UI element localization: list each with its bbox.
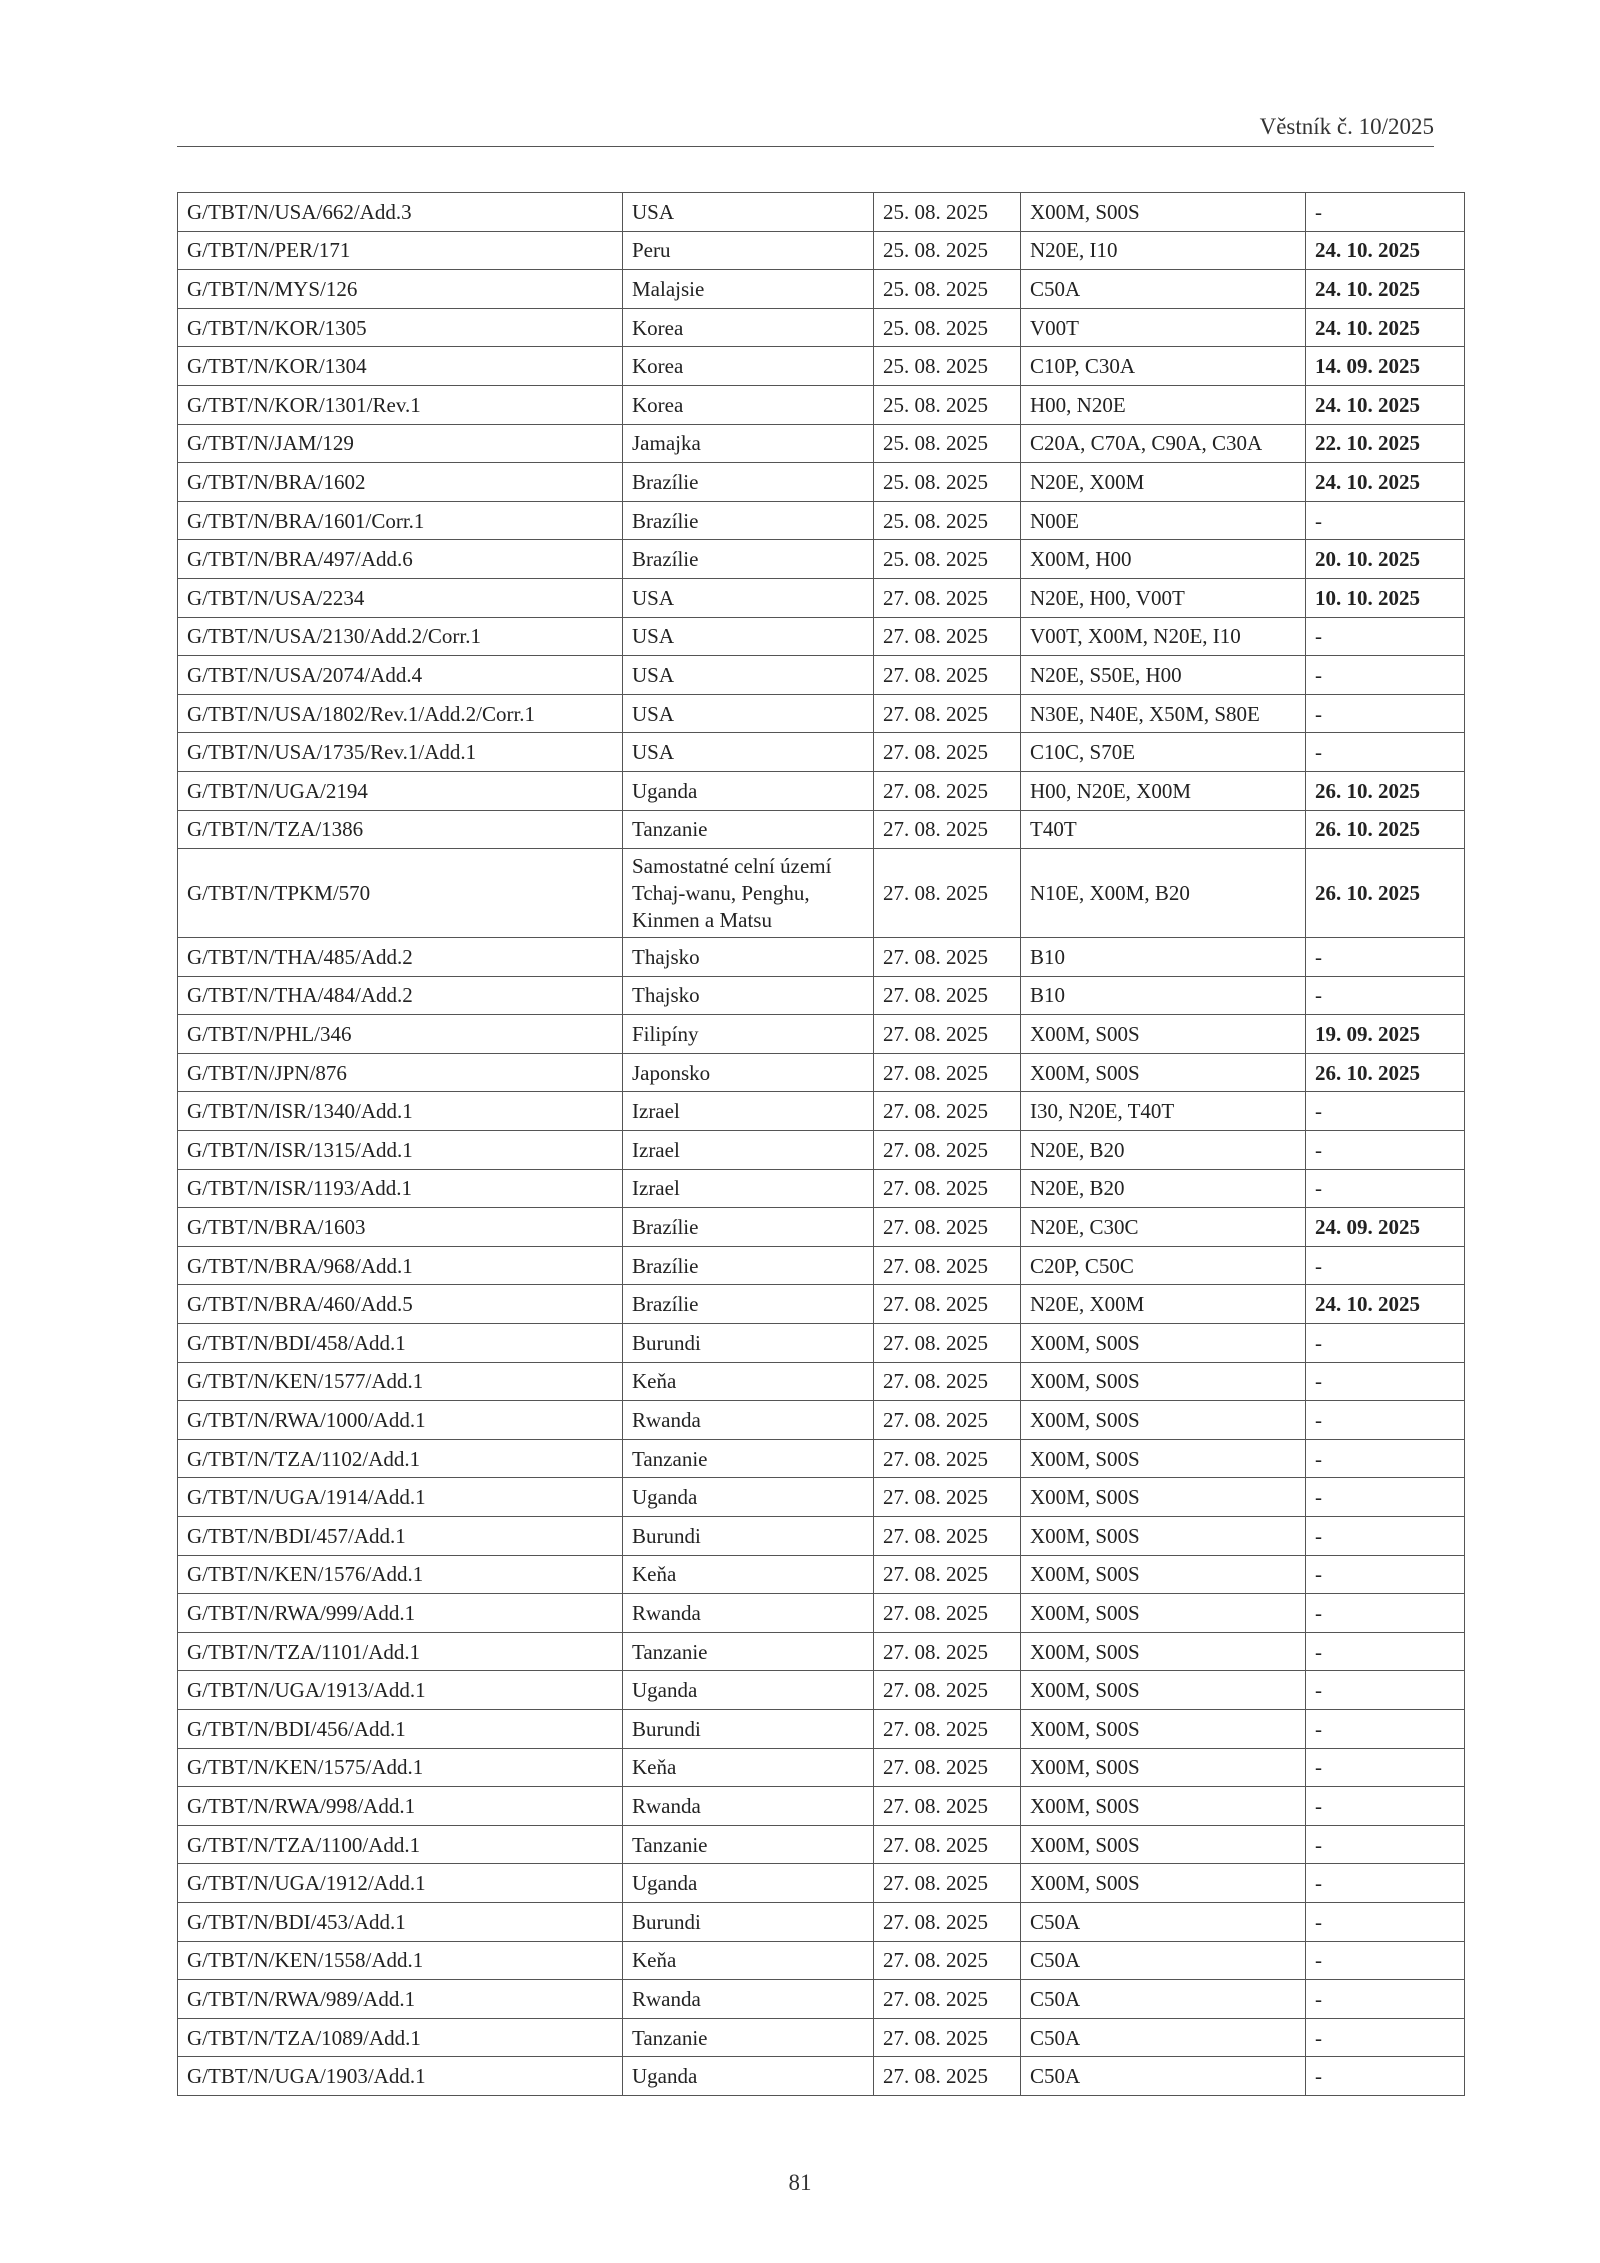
cell-deadline: 24. 10. 2025	[1306, 1285, 1465, 1324]
cell-symbol: G/TBT/N/UGA/1903/Add.1	[178, 2057, 623, 2096]
table-row	[178, 617, 1465, 656]
cell-member: USA	[623, 193, 874, 232]
cell-codes: X00M, S00S	[1021, 1555, 1306, 1594]
table-row	[178, 1787, 1465, 1826]
journal-title: Věstník č. 10/2025	[1259, 114, 1434, 139]
cell-codes: X00M, S00S	[1021, 1362, 1306, 1401]
cell-member: Uganda	[623, 771, 874, 810]
cell-codes: N20E, X00M	[1021, 463, 1306, 502]
cell-codes: C50A	[1021, 270, 1306, 309]
cell-symbol: G/TBT/N/RWA/1000/Add.1	[178, 1401, 623, 1440]
table-row	[178, 2057, 1465, 2096]
cell-symbol: G/TBT/N/RWA/998/Add.1	[178, 1787, 623, 1826]
cell-symbol: G/TBT/N/UGA/2194	[178, 771, 623, 810]
cell-date: 27. 08. 2025	[874, 771, 1021, 810]
cell-symbol: G/TBT/N/UGA/1914/Add.1	[178, 1478, 623, 1517]
table-row	[178, 1401, 1465, 1440]
cell-member: Thajsko	[623, 976, 874, 1015]
table-row	[178, 540, 1465, 579]
cell-deadline: -	[1306, 1092, 1465, 1131]
cell-member: Uganda	[623, 2057, 874, 2096]
table-row	[178, 1980, 1465, 2019]
cell-date: 27. 08. 2025	[874, 1902, 1021, 1941]
table-row	[178, 501, 1465, 540]
cell-deadline: -	[1306, 733, 1465, 772]
cell-deadline: -	[1306, 1864, 1465, 1903]
cell-date: 27. 08. 2025	[874, 1517, 1021, 1556]
cell-deadline: 24. 09. 2025	[1306, 1208, 1465, 1247]
cell-member: Uganda	[623, 1478, 874, 1517]
cell-member: USA	[623, 578, 874, 617]
cell-deadline: 24. 10. 2025	[1306, 231, 1465, 270]
cell-codes: N20E, I10	[1021, 231, 1306, 270]
cell-symbol: G/TBT/N/PER/171	[178, 231, 623, 270]
cell-codes: C20P, C50C	[1021, 1246, 1306, 1285]
cell-codes: N20E, H00, V00T	[1021, 578, 1306, 617]
cell-date: 27. 08. 2025	[874, 656, 1021, 695]
cell-member: Tanzanie	[623, 1632, 874, 1671]
cell-deadline: -	[1306, 1478, 1465, 1517]
cell-date: 27. 08. 2025	[874, 1941, 1021, 1980]
cell-deadline: 26. 10. 2025	[1306, 1053, 1465, 1092]
cell-symbol: G/TBT/N/BRA/1603	[178, 1208, 623, 1247]
cell-date: 27. 08. 2025	[874, 733, 1021, 772]
cell-symbol: G/TBT/N/USA/1802/Rev.1/Add.2/Corr.1	[178, 694, 623, 733]
cell-member: Brazílie	[623, 1285, 874, 1324]
cell-codes: X00M, S00S	[1021, 1671, 1306, 1710]
table-row	[178, 231, 1465, 270]
cell-member: Brazílie	[623, 540, 874, 579]
cell-deadline: -	[1306, 501, 1465, 540]
table-row	[178, 1941, 1465, 1980]
cell-codes: X00M, S00S	[1021, 1053, 1306, 1092]
cell-deadline: -	[1306, 976, 1465, 1015]
cell-date: 25. 08. 2025	[874, 347, 1021, 386]
cell-codes: X00M, S00S	[1021, 1709, 1306, 1748]
cell-symbol: G/TBT/N/USA/1735/Rev.1/Add.1	[178, 733, 623, 772]
cell-member: Burundi	[623, 1902, 874, 1941]
page-number: 81	[788, 2170, 812, 2195]
cell-deadline: -	[1306, 1671, 1465, 1710]
cell-date: 27. 08. 2025	[874, 1208, 1021, 1247]
cell-member: Japonsko	[623, 1053, 874, 1092]
table-row	[178, 1324, 1465, 1363]
cell-deadline: 24. 10. 2025	[1306, 385, 1465, 424]
cell-date: 27. 08. 2025	[874, 694, 1021, 733]
cell-deadline: -	[1306, 656, 1465, 695]
cell-symbol: G/TBT/N/THA/485/Add.2	[178, 938, 623, 977]
cell-date: 27. 08. 2025	[874, 2057, 1021, 2096]
cell-date: 27. 08. 2025	[874, 1015, 1021, 1054]
table-row	[178, 1902, 1465, 1941]
cell-codes: V00T	[1021, 308, 1306, 347]
table-row	[178, 385, 1465, 424]
table-row	[178, 938, 1465, 977]
cell-deadline: -	[1306, 1632, 1465, 1671]
cell-member: Izrael	[623, 1169, 874, 1208]
cell-member: USA	[623, 694, 874, 733]
cell-deadline: 14. 09. 2025	[1306, 347, 1465, 386]
cell-symbol: G/TBT/N/BRA/460/Add.5	[178, 1285, 623, 1324]
table-row	[178, 1439, 1465, 1478]
cell-member: Burundi	[623, 1324, 874, 1363]
cell-deadline: 24. 10. 2025	[1306, 270, 1465, 309]
cell-codes: X00M, S00S	[1021, 193, 1306, 232]
cell-member: Korea	[623, 347, 874, 386]
cell-codes: X00M, S00S	[1021, 1401, 1306, 1440]
cell-symbol: G/TBT/N/UGA/1913/Add.1	[178, 1671, 623, 1710]
cell-date: 27. 08. 2025	[874, 1053, 1021, 1092]
cell-symbol: G/TBT/N/JPN/876	[178, 1053, 623, 1092]
cell-symbol: G/TBT/N/ISR/1340/Add.1	[178, 1092, 623, 1131]
cell-symbol: G/TBT/N/KEN/1577/Add.1	[178, 1362, 623, 1401]
cell-date: 27. 08. 2025	[874, 1594, 1021, 1633]
cell-codes: N00E	[1021, 501, 1306, 540]
table-row	[178, 771, 1465, 810]
cell-deadline: -	[1306, 2018, 1465, 2057]
cell-date: 27. 08. 2025	[874, 1748, 1021, 1787]
cell-symbol: G/TBT/N/UGA/1912/Add.1	[178, 1864, 623, 1903]
cell-deadline: -	[1306, 938, 1465, 977]
cell-symbol: G/TBT/N/ISR/1315/Add.1	[178, 1131, 623, 1170]
cell-member: Tanzanie	[623, 1825, 874, 1864]
cell-codes: T40T	[1021, 810, 1306, 849]
cell-codes: B10	[1021, 938, 1306, 977]
cell-symbol: G/TBT/N/TPKM/570	[178, 849, 623, 938]
table-row	[178, 1285, 1465, 1324]
cell-date: 27. 08. 2025	[874, 1439, 1021, 1478]
cell-date: 27. 08. 2025	[874, 617, 1021, 656]
cell-deadline: -	[1306, 1169, 1465, 1208]
cell-date: 25. 08. 2025	[874, 193, 1021, 232]
cell-codes: C20A, C70A, C90A, C30A	[1021, 424, 1306, 463]
cell-symbol: G/TBT/N/BDI/458/Add.1	[178, 1324, 623, 1363]
cell-deadline: 24. 10. 2025	[1306, 463, 1465, 502]
cell-member: Brazílie	[623, 501, 874, 540]
table-row	[178, 1092, 1465, 1131]
cell-symbol: G/TBT/N/KEN/1575/Add.1	[178, 1748, 623, 1787]
cell-codes: I30, N20E, T40T	[1021, 1092, 1306, 1131]
cell-symbol: G/TBT/N/USA/2130/Add.2/Corr.1	[178, 617, 623, 656]
cell-codes: X00M, S00S	[1021, 1787, 1306, 1826]
cell-symbol: G/TBT/N/THA/484/Add.2	[178, 976, 623, 1015]
cell-member: Izrael	[623, 1131, 874, 1170]
cell-codes: N20E, X00M	[1021, 1285, 1306, 1324]
table-row	[178, 1131, 1465, 1170]
cell-codes: C50A	[1021, 1902, 1306, 1941]
cell-member: Tanzanie	[623, 2018, 874, 2057]
cell-codes: H00, N20E, X00M	[1021, 771, 1306, 810]
cell-codes: X00M, S00S	[1021, 1825, 1306, 1864]
cell-member: Korea	[623, 385, 874, 424]
cell-date: 25. 08. 2025	[874, 424, 1021, 463]
cell-date: 27. 08. 2025	[874, 1169, 1021, 1208]
cell-member: Tanzanie	[623, 810, 874, 849]
cell-symbol: G/TBT/N/KEN/1576/Add.1	[178, 1555, 623, 1594]
cell-date: 27. 08. 2025	[874, 1401, 1021, 1440]
cell-symbol: G/TBT/N/BDI/457/Add.1	[178, 1517, 623, 1556]
cell-codes: C50A	[1021, 1941, 1306, 1980]
cell-symbol: G/TBT/N/RWA/999/Add.1	[178, 1594, 623, 1633]
cell-date: 27. 08. 2025	[874, 1478, 1021, 1517]
table-row	[178, 1748, 1465, 1787]
cell-codes: N20E, B20	[1021, 1131, 1306, 1170]
table-row	[178, 347, 1465, 386]
table-row	[178, 1246, 1465, 1285]
cell-date: 27. 08. 2025	[874, 1632, 1021, 1671]
cell-member: Uganda	[623, 1671, 874, 1710]
cell-deadline: 26. 10. 2025	[1306, 810, 1465, 849]
cell-deadline: -	[1306, 1980, 1465, 2019]
cell-date: 27. 08. 2025	[874, 1864, 1021, 1903]
table-row	[178, 1208, 1465, 1247]
cell-symbol: G/TBT/N/USA/2074/Add.4	[178, 656, 623, 695]
cell-codes: N20E, B20	[1021, 1169, 1306, 1208]
cell-member: Korea	[623, 308, 874, 347]
table-row	[178, 463, 1465, 502]
cell-deadline: 20. 10. 2025	[1306, 540, 1465, 579]
cell-symbol: G/TBT/N/MYS/126	[178, 270, 623, 309]
cell-date: 25. 08. 2025	[874, 540, 1021, 579]
cell-date: 27. 08. 2025	[874, 849, 1021, 938]
cell-date: 27. 08. 2025	[874, 938, 1021, 977]
cell-codes: B10	[1021, 976, 1306, 1015]
table-row	[178, 733, 1465, 772]
cell-codes: X00M, S00S	[1021, 1864, 1306, 1903]
cell-symbol: G/TBT/N/PHL/346	[178, 1015, 623, 1054]
cell-deadline: 22. 10. 2025	[1306, 424, 1465, 463]
cell-symbol: G/TBT/N/TZA/1100/Add.1	[178, 1825, 623, 1864]
table-row	[178, 849, 1465, 938]
cell-member: Brazílie	[623, 1246, 874, 1285]
cell-date: 27. 08. 2025	[874, 976, 1021, 1015]
cell-member: Rwanda	[623, 1594, 874, 1633]
table-row	[178, 1632, 1465, 1671]
cell-member: Izrael	[623, 1092, 874, 1131]
cell-symbol: G/TBT/N/TZA/1386	[178, 810, 623, 849]
cell-member: Rwanda	[623, 1401, 874, 1440]
cell-date: 25. 08. 2025	[874, 385, 1021, 424]
cell-member: Keňa	[623, 1941, 874, 1980]
table-row	[178, 424, 1465, 463]
table-row	[178, 1594, 1465, 1633]
table-row	[178, 1555, 1465, 1594]
cell-date: 27. 08. 2025	[874, 1131, 1021, 1170]
cell-date: 27. 08. 2025	[874, 1671, 1021, 1710]
cell-member: Malajsie	[623, 270, 874, 309]
cell-member: Filipíny	[623, 1015, 874, 1054]
cell-codes: X00M, S00S	[1021, 1632, 1306, 1671]
cell-date: 27. 08. 2025	[874, 810, 1021, 849]
cell-member: Thajsko	[623, 938, 874, 977]
table-row	[178, 1709, 1465, 1748]
cell-date: 27. 08. 2025	[874, 1787, 1021, 1826]
table-row	[178, 810, 1465, 849]
cell-date: 27. 08. 2025	[874, 1324, 1021, 1363]
cell-symbol: G/TBT/N/BRA/1602	[178, 463, 623, 502]
table-body	[178, 193, 1465, 2096]
cell-deadline: -	[1306, 2057, 1465, 2096]
table-row	[178, 1169, 1465, 1208]
cell-deadline: 19. 09. 2025	[1306, 1015, 1465, 1054]
cell-member: Rwanda	[623, 1980, 874, 2019]
cell-symbol: G/TBT/N/KOR/1305	[178, 308, 623, 347]
cell-member: USA	[623, 733, 874, 772]
cell-member: Keňa	[623, 1362, 874, 1401]
table-row	[178, 1864, 1465, 1903]
cell-codes: N30E, N40E, X50M, S80E	[1021, 694, 1306, 733]
table-row	[178, 1517, 1465, 1556]
cell-date: 27. 08. 2025	[874, 1555, 1021, 1594]
cell-codes: X00M, S00S	[1021, 1439, 1306, 1478]
table-row	[178, 1015, 1465, 1054]
cell-codes: N20E, S50E, H00	[1021, 656, 1306, 695]
cell-deadline: -	[1306, 1709, 1465, 1748]
cell-deadline: -	[1306, 1787, 1465, 1826]
table-row	[178, 308, 1465, 347]
cell-deadline: -	[1306, 1246, 1465, 1285]
cell-date: 27. 08. 2025	[874, 578, 1021, 617]
cell-deadline: -	[1306, 1594, 1465, 1633]
cell-codes: V00T, X00M, N20E, I10	[1021, 617, 1306, 656]
table-row	[178, 1825, 1465, 1864]
cell-codes: N20E, C30C	[1021, 1208, 1306, 1247]
table-row	[178, 694, 1465, 733]
cell-deadline: -	[1306, 617, 1465, 656]
table-row	[178, 1053, 1465, 1092]
cell-deadline: -	[1306, 1401, 1465, 1440]
cell-date: 27. 08. 2025	[874, 2018, 1021, 2057]
cell-codes: C10P, C30A	[1021, 347, 1306, 386]
cell-deadline: 10. 10. 2025	[1306, 578, 1465, 617]
cell-symbol: G/TBT/N/BRA/968/Add.1	[178, 1246, 623, 1285]
cell-date: 27. 08. 2025	[874, 1709, 1021, 1748]
table-row	[178, 270, 1465, 309]
table-row	[178, 1478, 1465, 1517]
cell-codes: X00M, S00S	[1021, 1015, 1306, 1054]
cell-symbol: G/TBT/N/BRA/497/Add.6	[178, 540, 623, 579]
cell-codes: C10C, S70E	[1021, 733, 1306, 772]
cell-member: USA	[623, 617, 874, 656]
cell-date: 27. 08. 2025	[874, 1285, 1021, 1324]
cell-symbol: G/TBT/N/TZA/1089/Add.1	[178, 2018, 623, 2057]
cell-deadline: -	[1306, 1131, 1465, 1170]
cell-date: 25. 08. 2025	[874, 270, 1021, 309]
cell-deadline: -	[1306, 1555, 1465, 1594]
cell-member: USA	[623, 656, 874, 695]
cell-codes: C50A	[1021, 2018, 1306, 2057]
cell-member: Jamajka	[623, 424, 874, 463]
cell-member: Samostatné celní území Tchaj-wanu, Penghu, Kinmen a Matsu	[623, 849, 874, 938]
cell-codes: X00M, S00S	[1021, 1517, 1306, 1556]
cell-deadline: -	[1306, 193, 1465, 232]
cell-member: Brazílie	[623, 463, 874, 502]
cell-member: Uganda	[623, 1864, 874, 1903]
cell-date: 27. 08. 2025	[874, 1362, 1021, 1401]
table-row	[178, 1362, 1465, 1401]
cell-codes: C50A	[1021, 1980, 1306, 2019]
cell-deadline: -	[1306, 1902, 1465, 1941]
cell-deadline: -	[1306, 1825, 1465, 1864]
table-row	[178, 578, 1465, 617]
table-row	[178, 1671, 1465, 1710]
cell-date: 27. 08. 2025	[874, 1980, 1021, 2019]
cell-deadline: -	[1306, 1324, 1465, 1363]
cell-codes: H00, N20E	[1021, 385, 1306, 424]
cell-codes: C50A	[1021, 2057, 1306, 2096]
notification-table	[177, 192, 1465, 2096]
cell-symbol: G/TBT/N/BDI/453/Add.1	[178, 1902, 623, 1941]
cell-member: Rwanda	[623, 1787, 874, 1826]
cell-symbol: G/TBT/N/TZA/1102/Add.1	[178, 1439, 623, 1478]
cell-date: 25. 08. 2025	[874, 231, 1021, 270]
cell-date: 25. 08. 2025	[874, 501, 1021, 540]
cell-member: Burundi	[623, 1709, 874, 1748]
cell-deadline: -	[1306, 1362, 1465, 1401]
table-row	[178, 656, 1465, 695]
cell-date: 25. 08. 2025	[874, 308, 1021, 347]
cell-symbol: G/TBT/N/BDI/456/Add.1	[178, 1709, 623, 1748]
cell-deadline: -	[1306, 1748, 1465, 1787]
cell-symbol: G/TBT/N/ISR/1193/Add.1	[178, 1169, 623, 1208]
cell-symbol: G/TBT/N/USA/2234	[178, 578, 623, 617]
cell-date: 27. 08. 2025	[874, 1092, 1021, 1131]
cell-codes: X00M, S00S	[1021, 1478, 1306, 1517]
cell-member: Keňa	[623, 1748, 874, 1787]
cell-deadline: -	[1306, 694, 1465, 733]
cell-codes: X00M, S00S	[1021, 1748, 1306, 1787]
table-row	[178, 193, 1465, 232]
table-row	[178, 2018, 1465, 2057]
cell-deadline: 24. 10. 2025	[1306, 308, 1465, 347]
cell-codes: X00M, S00S	[1021, 1324, 1306, 1363]
cell-date: 25. 08. 2025	[874, 463, 1021, 502]
cell-codes: X00M, S00S	[1021, 1594, 1306, 1633]
cell-symbol: G/TBT/N/KOR/1301/Rev.1	[178, 385, 623, 424]
cell-symbol: G/TBT/N/JAM/129	[178, 424, 623, 463]
cell-symbol: G/TBT/N/BRA/1601/Corr.1	[178, 501, 623, 540]
table-row	[178, 976, 1465, 1015]
cell-codes: N10E, X00M, B20	[1021, 849, 1306, 938]
cell-symbol: G/TBT/N/RWA/989/Add.1	[178, 1980, 623, 2019]
cell-codes: X00M, H00	[1021, 540, 1306, 579]
cell-symbol: G/TBT/N/USA/662/Add.3	[178, 193, 623, 232]
cell-date: 27. 08. 2025	[874, 1246, 1021, 1285]
cell-member: Tanzanie	[623, 1439, 874, 1478]
cell-deadline: -	[1306, 1439, 1465, 1478]
cell-deadline: -	[1306, 1941, 1465, 1980]
cell-member: Peru	[623, 231, 874, 270]
cell-symbol: G/TBT/N/KOR/1304	[178, 347, 623, 386]
cell-member: Keňa	[623, 1555, 874, 1594]
cell-symbol: G/TBT/N/TZA/1101/Add.1	[178, 1632, 623, 1671]
cell-date: 27. 08. 2025	[874, 1825, 1021, 1864]
cell-symbol: G/TBT/N/KEN/1558/Add.1	[178, 1941, 623, 1980]
cell-deadline: 26. 10. 2025	[1306, 849, 1465, 938]
cell-deadline: -	[1306, 1517, 1465, 1556]
cell-deadline: 26. 10. 2025	[1306, 771, 1465, 810]
cell-member: Brazílie	[623, 1208, 874, 1247]
page-header	[177, 112, 1434, 147]
cell-member: Burundi	[623, 1517, 874, 1556]
